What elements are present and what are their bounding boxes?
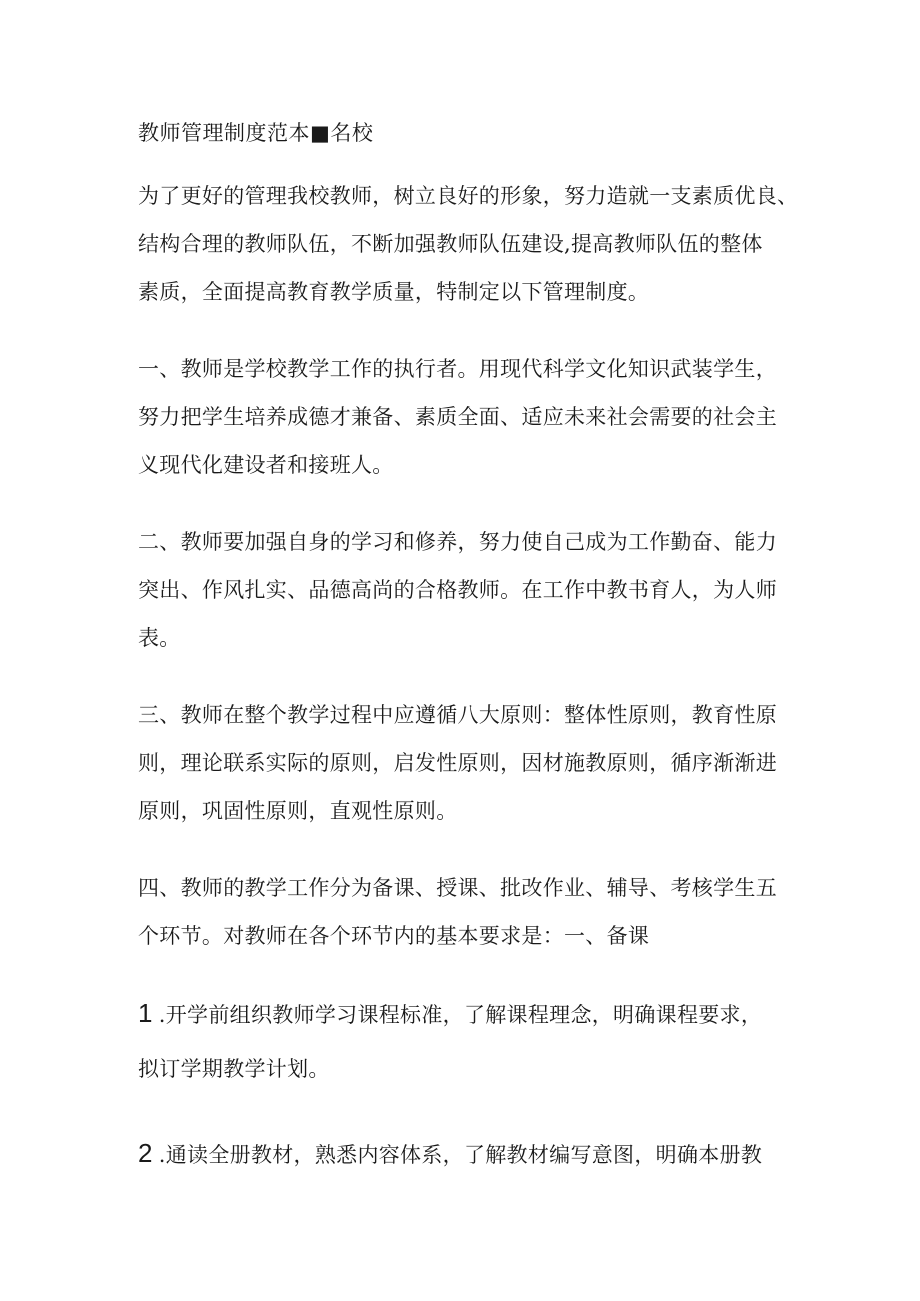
paragraph-line: 义现代化建设者和接班人。 <box>138 453 394 477</box>
paragraph-line <box>138 985 788 1041</box>
paragraph-line: 则，理论联系实际的原则，启发性原则，因材施教原则，循序渐渐进 <box>138 751 777 775</box>
paragraph-section-1 <box>138 345 788 489</box>
paragraph-line: 三、教师在整个教学过程中应遵循八大原则：整体性原则，教育性原 <box>138 703 777 727</box>
paragraph-section-3 <box>138 691 788 835</box>
paragraph-line: 结构合理的教师队伍，不断加强教师队伍建设,提高教师队伍的整体 <box>138 232 763 256</box>
paragraph-line: 拟订学期教学计划。 <box>138 1057 330 1081</box>
paragraph-line: 四、教师的教学工作分为备课、授课、批改作业、辅导、考核学生五 <box>138 876 777 900</box>
paragraph-intro <box>138 172 799 316</box>
paragraph-line: 素质，全面提高教育教学质量，特制定以下管理制度。 <box>138 280 650 304</box>
paragraph-line: 一、教师是学校教学工作的执行者。用现代科学文化知识武装学生， <box>138 357 777 381</box>
paragraph-section-2 <box>138 518 788 662</box>
paragraph-line: 二、教师要加强自身的学习和修养，努力使自己成为工作勤奋、能力 <box>138 530 777 554</box>
item-number: 1 <box>138 998 153 1028</box>
paragraph-line: 个环节。对教师在各个环节内的基本要求是：一、备课 <box>138 924 650 948</box>
paragraph-line: 原则，巩固性原则，直观性原则。 <box>138 799 458 823</box>
item-text: .通读全册教材，熟悉内容体系，了解教材编写意图，明确本册教 <box>158 1143 763 1167</box>
document-title: 教师管理制度范本■名校 <box>138 121 374 145</box>
numbered-item-1 <box>138 985 788 1097</box>
item-text: .开学前组织教师学习课程标准，了解课程理念，明确课程要求， <box>158 1003 763 1027</box>
item-number: 2 <box>138 1138 153 1168</box>
paragraph-line: 努力把学生培养成德才兼备、素质全面、适应未来社会需要的社会主 <box>138 405 777 429</box>
paragraph-line: 突出、作风扎实、品德高尚的合格教师。在工作中教书育人，为人师 <box>138 578 777 602</box>
paragraph-line: 为了更好的管理我校教师，树立良好的形象，努力造就一支素质优良、 <box>138 184 799 208</box>
numbered-item-2 <box>138 1125 788 1181</box>
paragraph-section-4 <box>138 864 788 960</box>
paragraph-line <box>138 1125 788 1181</box>
paragraph-line: 表。 <box>138 626 181 650</box>
